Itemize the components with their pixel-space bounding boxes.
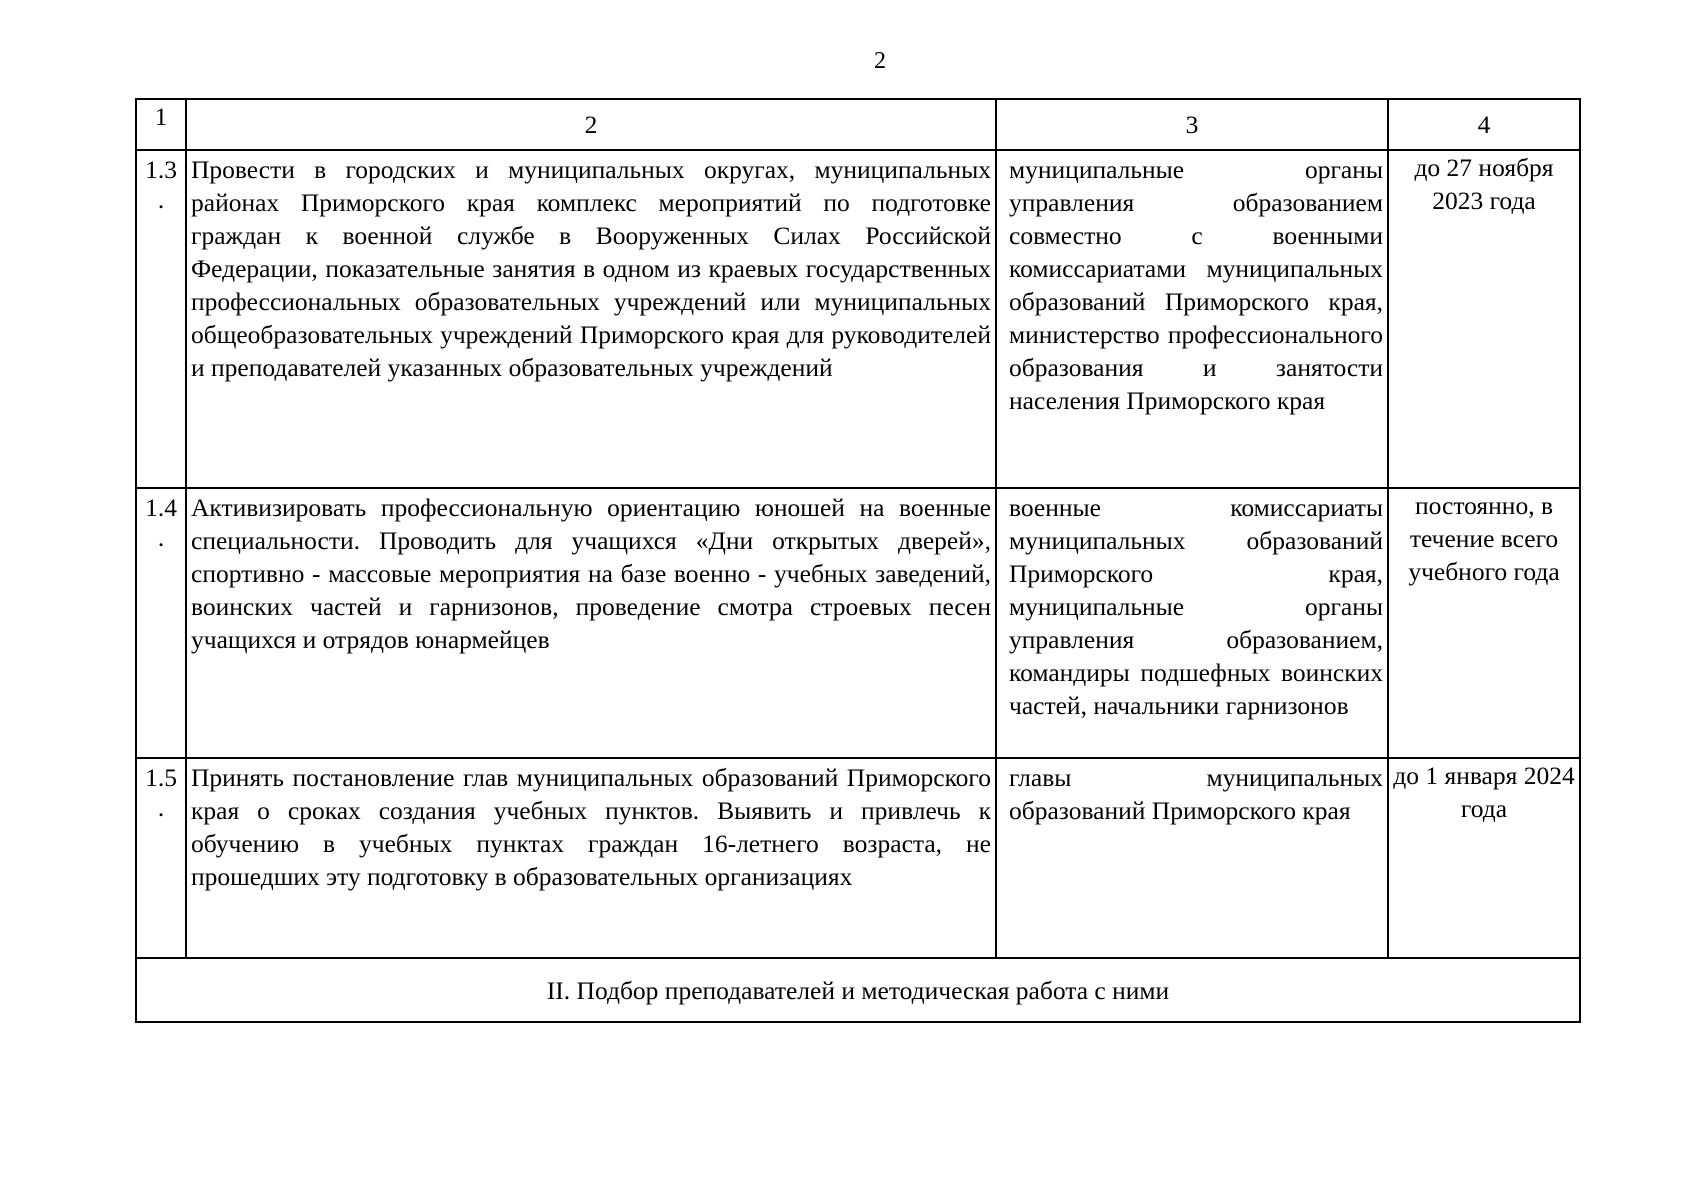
measure-cell: Активизировать профессиональную ориентацию юношей на военные специальности. Проводить для учащихся «Дни открытых дверей», спортивно - массовые мероприятия на базе военно - учебных заведений, воинских частей и гарнизонов, проведение смотра строевых песен учащихся и отрядов юнармейцев bbox=[186, 488, 996, 758]
table-row bbox=[136, 150, 1580, 488]
table-row bbox=[136, 488, 1580, 758]
column-header-4: 4 bbox=[1388, 99, 1580, 150]
row-number: 1.4 bbox=[145, 493, 177, 522]
row-number-dot: . bbox=[157, 185, 165, 214]
page-number: 2 bbox=[874, 48, 886, 74]
section-heading: II. Подбор преподавателей и методическая работа с ними bbox=[136, 958, 1580, 1022]
row-number-cell bbox=[136, 150, 186, 488]
deadline-cell: постоянно, в течение всего учебного года bbox=[1388, 488, 1580, 758]
row-number: 1.5 bbox=[145, 763, 177, 792]
measure-cell: Принять постановление глав муниципальных образований Приморского края о сроках создания учебных пунктов. Выявить и привлечь к обучению в учебных пунктах граждан 16-летнего возраста, не прошедших эту подготовку в образовательных организациях bbox=[186, 758, 996, 958]
responsible-cell: военные комиссариаты муниципальных образований Приморского края, муниципальные органы управления образованием, командиры подшефных воинских частей, начальники гарнизонов bbox=[996, 488, 1388, 758]
row-number-cell bbox=[136, 758, 186, 958]
deadline-cell: до 1 января 2024 года bbox=[1388, 758, 1580, 958]
table-header-row bbox=[136, 99, 1580, 150]
plan-table bbox=[135, 98, 1581, 1023]
column-header-2: 2 bbox=[186, 99, 996, 150]
deadline-cell: до 27 ноября 2023 года bbox=[1388, 150, 1580, 488]
section-heading-row bbox=[136, 958, 1580, 1022]
row-number-dot: . bbox=[157, 793, 165, 822]
responsible-cell: главы муниципальных образований Приморского края bbox=[996, 758, 1388, 958]
row-number-dot: . bbox=[157, 523, 165, 552]
table-row bbox=[136, 758, 1580, 958]
column-header-1: 1 bbox=[136, 99, 186, 150]
column-header-3: 3 bbox=[996, 99, 1388, 150]
row-number-cell bbox=[136, 488, 186, 758]
row-number: 1.3 bbox=[145, 155, 177, 184]
measure-cell: Провести в городских и муниципальных округах, муниципальных районах Приморского края комплекс мероприятий по подготовке граждан к военной службе в Вооруженных Силах Российской Федерации, показательные занятия в одном из краевых государственных профессиональных образовательных учреждений или муниципальных общеобразовательных учреждений Приморского края для руководителей и преподавателей указанных образовательных учреждений bbox=[186, 150, 996, 488]
responsible-cell: муниципальные органы управления образованием совместно с военными комиссариатами муниципальных образований Приморского края, министерство профессионального образования и занятости населения Приморского края bbox=[996, 150, 1388, 488]
